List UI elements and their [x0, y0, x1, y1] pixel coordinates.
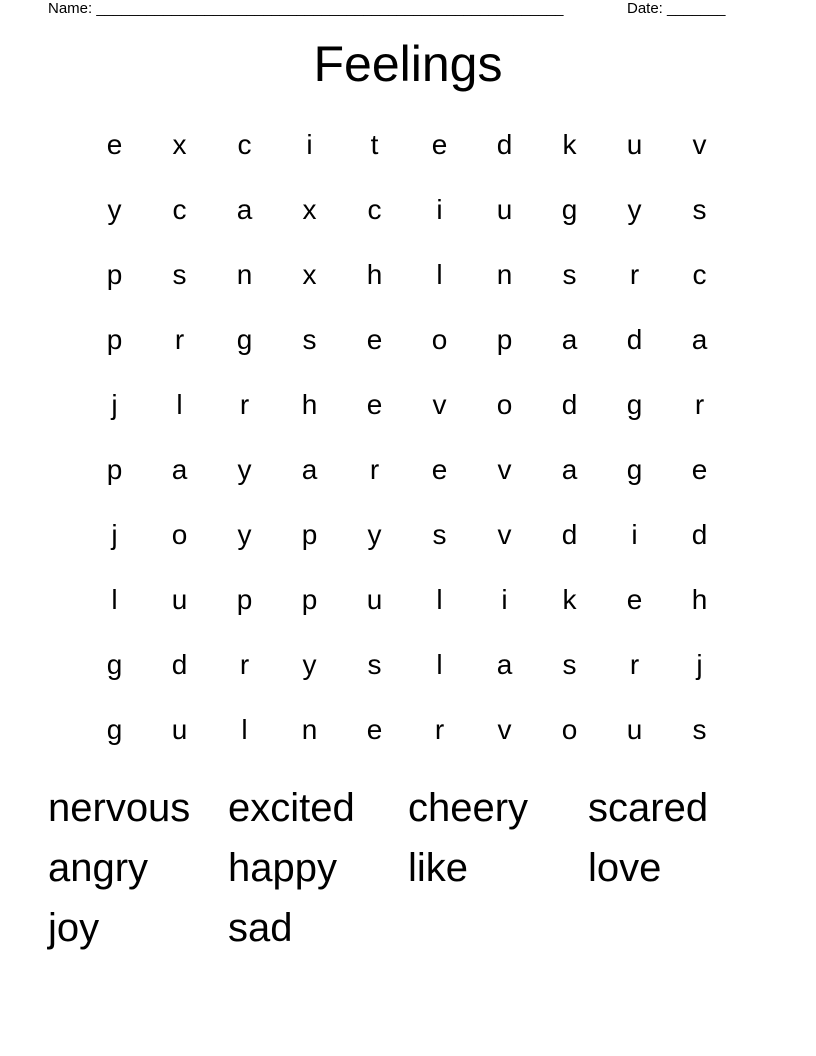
grid-letter: e — [366, 714, 383, 745]
grid-letter: g — [106, 714, 123, 745]
word-bank-item: happy — [228, 846, 337, 890]
grid-letter: s — [692, 194, 707, 225]
grid-letter: g — [561, 194, 578, 225]
grid-letter: a — [496, 649, 513, 680]
grid-letter: s — [367, 649, 382, 680]
grid-letter: a — [171, 454, 188, 485]
grid-letter: r — [629, 259, 640, 290]
grid-letter: a — [301, 454, 318, 485]
grid-letter: v — [692, 129, 707, 160]
grid-letter: r — [239, 649, 250, 680]
grid-letter: y — [302, 649, 317, 680]
grid-letter: v — [497, 519, 512, 550]
grid-letter: s — [562, 649, 577, 680]
grid-row — [82, 632, 732, 697]
grid-letter: r — [239, 389, 250, 420]
grid-letter: y — [367, 519, 382, 550]
grid-letter: e — [366, 324, 383, 355]
grid-letter: y — [107, 194, 122, 225]
grid-letter: o — [561, 714, 578, 745]
grid-row — [82, 307, 732, 372]
grid-letter: u — [626, 714, 643, 745]
grid-letter: i — [306, 129, 313, 160]
grid-letter: g — [626, 389, 643, 420]
word-bank-item: sad — [228, 906, 293, 950]
grid-letter: a — [691, 324, 708, 355]
grid-row — [82, 177, 732, 242]
grid-letter: y — [627, 194, 642, 225]
grid-letter: h — [301, 389, 318, 420]
grid-letter: p — [496, 324, 513, 355]
grid-letter: h — [366, 259, 383, 290]
grid-letter: c — [692, 259, 707, 290]
grid-letter: c — [367, 194, 382, 225]
grid-letter: l — [436, 584, 443, 615]
grid-row — [82, 502, 732, 567]
grid-letter: r — [369, 454, 380, 485]
grid-letter: c — [237, 129, 252, 160]
grid-letter: p — [106, 454, 123, 485]
grid-letter: y — [237, 454, 252, 485]
word-bank — [48, 778, 768, 958]
grid-letter: p — [106, 324, 123, 355]
grid-letter: e — [626, 584, 643, 615]
grid-letter: s — [172, 259, 187, 290]
grid-letter: i — [631, 519, 638, 550]
grid-letter: e — [691, 454, 708, 485]
grid-letter: t — [370, 129, 379, 160]
grid-letter: j — [696, 649, 703, 680]
word-bank-item: scared — [588, 786, 709, 830]
grid-letter: s — [562, 259, 577, 290]
grid-letter: n — [496, 259, 513, 290]
grid-letter: l — [241, 714, 248, 745]
grid-letter: d — [496, 129, 513, 160]
grid-letter: g — [106, 649, 123, 680]
word-bank-item: love — [588, 846, 662, 890]
date-field-label: Date: _______ — [627, 0, 726, 17]
grid-letter: r — [694, 389, 705, 420]
grid-row — [82, 242, 732, 307]
grid-letter: k — [562, 129, 577, 160]
grid-letter: e — [431, 129, 448, 160]
grid-letter: j — [111, 519, 118, 550]
grid-letter: l — [176, 389, 183, 420]
grid-row — [82, 567, 732, 632]
grid-letter: r — [434, 714, 445, 745]
grid-row — [82, 437, 732, 502]
grid-letter: a — [561, 324, 578, 355]
grid-letter: d — [626, 324, 643, 355]
grid-letter: o — [171, 519, 188, 550]
word-bank-item: excited — [228, 786, 355, 830]
grid-letter: n — [301, 714, 318, 745]
grid-letter: e — [366, 389, 383, 420]
grid-letter: x — [172, 129, 187, 160]
name-field-label: Name: ________________________________________________________ — [48, 0, 564, 17]
grid-letter: d — [171, 649, 188, 680]
grid-row — [82, 372, 732, 437]
grid-letter: x — [302, 259, 317, 290]
grid-letter: o — [496, 389, 513, 420]
grid-letter: k — [562, 584, 577, 615]
grid-row — [82, 112, 732, 177]
word-bank-item: angry — [48, 846, 149, 890]
grid-letter: p — [301, 584, 318, 615]
grid-letter: u — [626, 129, 643, 160]
grid-letter: x — [302, 194, 317, 225]
grid-letter: d — [561, 519, 578, 550]
grid-row — [82, 697, 732, 762]
grid-letter: r — [174, 324, 185, 355]
grid-letter: u — [171, 584, 188, 615]
grid-letter: i — [436, 194, 443, 225]
grid-letter: g — [626, 454, 643, 485]
grid-letter: l — [436, 259, 443, 290]
grid-letter: s — [432, 519, 447, 550]
grid-letter: s — [692, 714, 707, 745]
grid-letter: a — [236, 194, 253, 225]
grid-letter: l — [111, 584, 118, 615]
grid-letter: o — [431, 324, 448, 355]
grid-letter: i — [501, 584, 508, 615]
grid-letter: g — [236, 324, 253, 355]
grid-letter: n — [236, 259, 253, 290]
worksheet-title: Feelings — [313, 36, 503, 92]
grid-letter: c — [172, 194, 187, 225]
grid-letter: d — [561, 389, 578, 420]
grid-letter: p — [236, 584, 253, 615]
word-bank-item: joy — [48, 906, 100, 950]
grid-letter: r — [629, 649, 640, 680]
grid-letter: v — [497, 454, 512, 485]
grid-letter: s — [302, 324, 317, 355]
grid-letter: d — [691, 519, 708, 550]
grid-letter: e — [106, 129, 123, 160]
word-bank-item: cheery — [408, 786, 529, 830]
word-bank-item: like — [408, 846, 469, 890]
grid-letter: p — [106, 259, 123, 290]
grid-letter: y — [237, 519, 252, 550]
grid-letter: j — [111, 389, 118, 420]
grid-letter: v — [432, 389, 447, 420]
grid-letter: e — [431, 454, 448, 485]
grid-letter: u — [366, 584, 383, 615]
grid-letter: u — [171, 714, 188, 745]
grid-letter: a — [561, 454, 578, 485]
grid-letter: p — [301, 519, 318, 550]
grid-letter: u — [496, 194, 513, 225]
grid-letter: l — [436, 649, 443, 680]
word-search-grid — [82, 112, 732, 762]
grid-letter: h — [691, 584, 708, 615]
grid-letter: v — [497, 714, 512, 745]
word-bank-item: nervous — [48, 786, 191, 830]
